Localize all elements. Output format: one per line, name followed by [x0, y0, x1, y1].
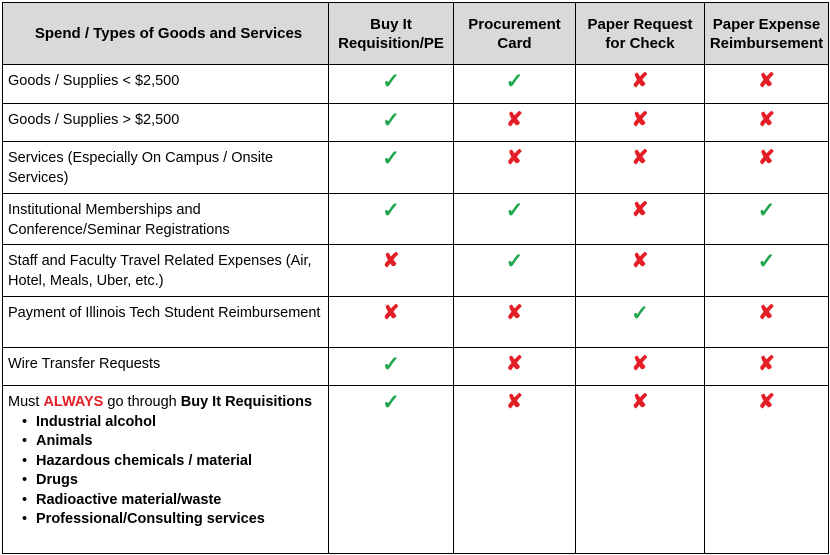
checkmark-icon: ✓ — [757, 250, 776, 273]
checkmark-icon: ✓ — [505, 199, 524, 222]
table-row — [3, 142, 829, 194]
row-label: Staff and Faculty Travel Related Expenses (Air, Hotel, Meals, Uber, etc.) — [3, 245, 329, 297]
mark-cell — [329, 65, 454, 104]
checkmark-icon: ✓ — [382, 109, 400, 132]
header-procurement-card: Procurement Card — [454, 3, 576, 65]
mark-cell — [705, 142, 829, 194]
mark-cell — [705, 386, 829, 554]
mark-cell — [576, 194, 705, 245]
mark-cell — [329, 104, 454, 142]
mark-cell — [705, 65, 829, 104]
checkmark-icon: ✓ — [631, 302, 649, 325]
list-item: • Radioactive material/waste — [22, 491, 222, 508]
mark-cell — [454, 104, 576, 142]
cross-icon: ✘ — [506, 353, 523, 375]
mark-cell — [454, 245, 576, 297]
mark-cell — [454, 386, 576, 554]
table-row — [3, 245, 829, 297]
row-label: Wire Transfer Requests — [3, 348, 329, 386]
always-emphasis: ALWAYS — [43, 394, 104, 410]
mark-cell — [576, 104, 705, 142]
checkmark-icon: ✓ — [382, 70, 400, 93]
mark-cell — [705, 348, 829, 386]
checkmark-icon: ✓ — [757, 199, 776, 222]
row-label: Goods / Supplies < $2,500 — [3, 65, 329, 104]
row-label: Institutional Memberships and Conference/Seminar Registrations — [3, 194, 329, 245]
mark-cell — [329, 142, 454, 194]
cross-icon: ✘ — [631, 109, 649, 131]
cross-icon: ✘ — [506, 147, 523, 169]
cross-icon: ✘ — [758, 70, 775, 92]
cross-icon: ✘ — [631, 147, 649, 169]
header-row — [3, 3, 829, 65]
checkmark-icon: ✓ — [505, 70, 524, 93]
table-row-always-buy-it — [3, 386, 829, 554]
header-paper-expense-reimbursement: Paper Expense Reimbursement — [705, 3, 829, 65]
checkmark-icon: ✓ — [382, 391, 400, 414]
cross-icon: ✘ — [631, 353, 649, 375]
checkmark-icon: ✓ — [382, 199, 400, 222]
required-items-list — [8, 413, 322, 530]
mark-cell — [576, 142, 705, 194]
cross-icon: ✘ — [631, 199, 649, 221]
row-label: Payment of Illinois Tech Student Reimbursement — [3, 297, 329, 348]
cross-icon: ✘ — [758, 353, 775, 375]
mark-cell — [454, 65, 576, 104]
cross-icon: ✘ — [758, 109, 775, 131]
cross-icon: ✘ — [506, 391, 523, 413]
table-row — [3, 104, 829, 142]
mark-cell — [705, 194, 829, 245]
cross-icon: ✘ — [631, 250, 649, 272]
header-buy-it-requisition: Buy It Requisition/PE — [329, 3, 454, 65]
mark-cell — [454, 142, 576, 194]
mark-cell — [329, 297, 454, 348]
cross-icon: ✘ — [631, 70, 649, 92]
row-label-always: Must ALWAYS go through Buy It Requisitions • Industrial alcohol • Animals • Hazardous chemicals / material • Drugs • Radioactive material/waste • Professional/Consulting services — [3, 386, 329, 554]
mark-cell — [329, 348, 454, 386]
mark-cell — [705, 245, 829, 297]
mark-cell — [576, 65, 705, 104]
list-item: • Drugs — [22, 472, 78, 488]
mark-cell — [329, 194, 454, 245]
table-row — [3, 65, 829, 104]
row-label: Services (Especially On Campus / Onsite Services) — [3, 142, 329, 194]
header-paper-request-check: Paper Request for Check — [576, 3, 705, 65]
mark-cell — [576, 297, 705, 348]
checkmark-icon: ✓ — [382, 353, 400, 376]
mark-cell — [329, 386, 454, 554]
table-row — [3, 194, 829, 245]
cross-icon: ✘ — [506, 302, 523, 324]
table-row — [3, 297, 829, 348]
mark-cell — [705, 297, 829, 348]
cross-icon: ✘ — [631, 391, 649, 413]
cross-icon: ✘ — [382, 302, 400, 324]
row-label: Goods / Supplies > $2,500 — [3, 104, 329, 142]
mark-cell — [329, 245, 454, 297]
cross-icon: ✘ — [758, 302, 775, 324]
mark-cell — [454, 348, 576, 386]
table-row — [3, 348, 829, 386]
list-item: • Professional/Consulting services — [22, 511, 265, 527]
mark-cell — [576, 245, 705, 297]
cross-icon: ✘ — [758, 391, 775, 413]
list-item: • Hazardous chemicals / material — [22, 452, 252, 469]
cross-icon: ✘ — [758, 147, 775, 169]
header-spend-type: Spend / Types of Goods and Services — [3, 3, 329, 65]
mark-cell — [454, 194, 576, 245]
checkmark-icon: ✓ — [382, 147, 400, 170]
mark-cell — [705, 104, 829, 142]
mark-cell — [454, 297, 576, 348]
checkmark-icon: ✓ — [505, 250, 524, 273]
list-item: • Animals — [22, 433, 93, 449]
cross-icon: ✘ — [382, 250, 400, 272]
mark-cell — [576, 386, 705, 554]
list-item: • Industrial alcohol — [22, 413, 157, 430]
procurement-methods-table — [2, 2, 829, 554]
mark-cell — [576, 348, 705, 386]
cross-icon: ✘ — [506, 109, 523, 131]
